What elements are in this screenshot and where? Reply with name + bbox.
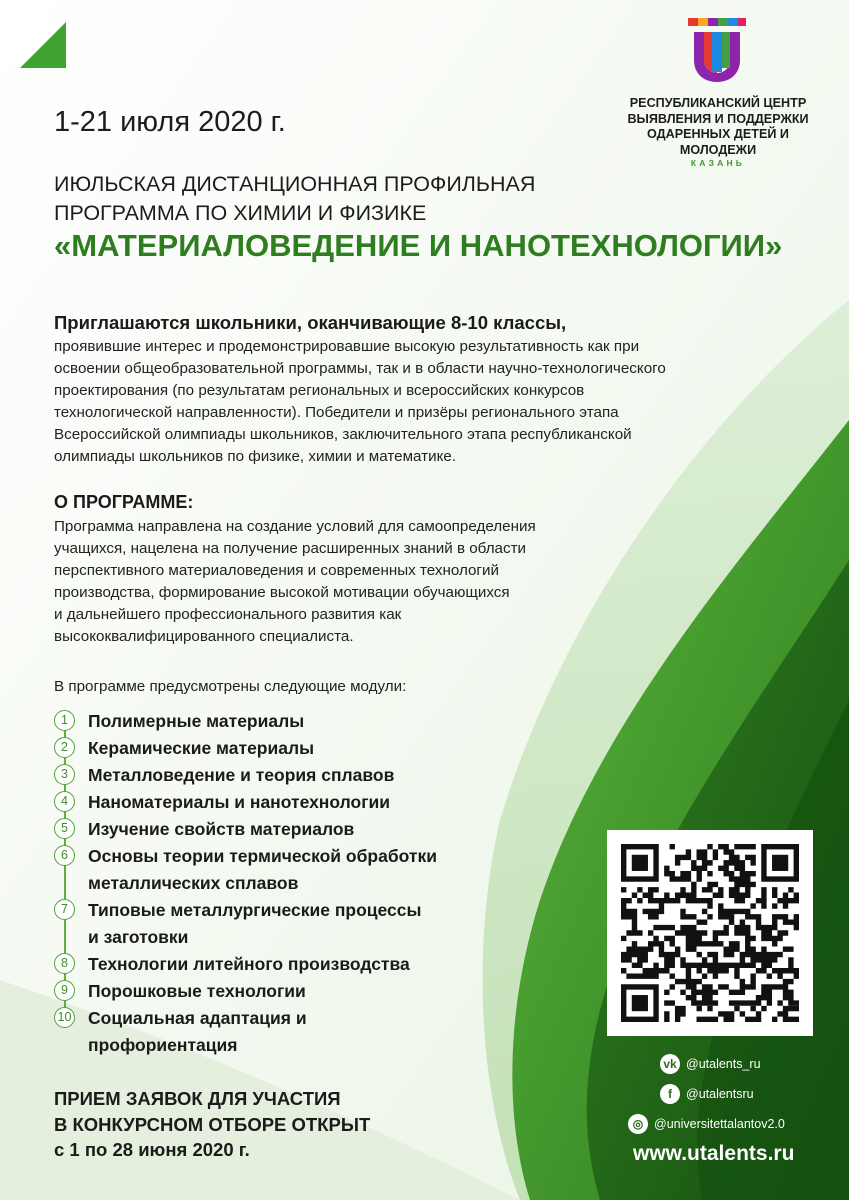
- org-line: РЕСПУБЛИКАНСКИЙ ЦЕНТР: [629, 96, 807, 110]
- module-line: металлических сплавов: [88, 873, 299, 893]
- module-number: 8: [54, 953, 75, 974]
- module-number: 4: [54, 791, 75, 812]
- vk-icon: vk: [660, 1054, 680, 1074]
- about-paragraph: [54, 516, 536, 648]
- paragraph-line: освоении общеобразовательной программы, так и в области научно-технологического: [54, 360, 666, 377]
- event-dates: 1-21 июля 2020 г.: [54, 106, 286, 138]
- organization-name: [606, 96, 830, 169]
- org-city: КАЗАНЬ: [690, 158, 746, 169]
- module-title: [88, 1005, 307, 1059]
- module-title: [88, 843, 437, 897]
- invite-heading: Приглашаются школьники, оканчивающие 8-10 классы,: [54, 312, 567, 333]
- invite-paragraph: [54, 336, 666, 468]
- module-line: Порошковые технологии: [88, 981, 306, 1001]
- qr-code[interactable]: [607, 830, 813, 1036]
- module-line: Типовые металлургические процессы: [88, 900, 422, 920]
- social-handle: @universitettalantov2.0: [654, 1117, 785, 1131]
- org-line: МОЛОДЕЖИ: [679, 142, 757, 157]
- paragraph-line: учащихся, нацелена на получение расширенных знаний в области: [54, 540, 527, 557]
- module-number: 6: [54, 845, 75, 866]
- paragraph-line: производства, формирование высокой мотивации обучающихся: [54, 584, 510, 601]
- module-number: 3: [54, 764, 75, 785]
- module-title: [88, 708, 304, 735]
- application-notice: [54, 1086, 370, 1163]
- module-line: Наноматериалы и нанотехнологии: [88, 792, 391, 812]
- qr-code-icon: [607, 830, 813, 1036]
- social-handle: @utalentsru: [686, 1087, 754, 1101]
- paragraph-line: Программа направлена на создание условий для самоопределения: [54, 518, 536, 535]
- module-title: [88, 978, 306, 1005]
- social-handle: @utalents_ru: [686, 1057, 761, 1071]
- center-logo-icon: [688, 18, 746, 84]
- module-line: Технологии литейного производства: [88, 954, 410, 974]
- instagram-icon: ◎: [628, 1114, 648, 1134]
- module-title: [88, 762, 394, 789]
- org-line: ОДАРЕННЫХ ДЕТЕЙ И: [647, 127, 789, 142]
- module-title: [88, 897, 421, 951]
- module-title: [88, 735, 314, 762]
- module-number: 9: [54, 980, 75, 1001]
- module-line: Полимерные материалы: [88, 711, 305, 731]
- program-subtitle: [54, 170, 535, 228]
- facebook-icon: f: [660, 1084, 680, 1104]
- module-line: Социальная адаптация и: [88, 1008, 307, 1028]
- module-line: Изучение свойств материалов: [88, 819, 355, 839]
- paragraph-line: высококвалифицированного специалиста.: [54, 628, 354, 645]
- subtitle-line: ПРОГРАММА ПО ХИМИИ И ФИЗИКЕ: [54, 201, 427, 225]
- about-heading: О ПРОГРАММЕ:: [54, 492, 194, 512]
- module-line: Металловедение и теория сплавов: [88, 765, 395, 785]
- module-number: 5: [54, 818, 75, 839]
- org-line: ВЫЯВЛЕНИЯ И ПОДДЕРЖКИ: [627, 111, 809, 126]
- paragraph-line: олимпиады школьников по физике, химии и математике.: [54, 448, 457, 465]
- module-title: [88, 816, 354, 843]
- paragraph-line: проектирования (по результатам региональных и всероссийских конкурсов: [54, 382, 585, 399]
- modules-intro: В программе предусмотрены следующие модули:: [54, 678, 407, 695]
- module-line: профориентация: [88, 1035, 238, 1055]
- subtitle-line: ИЮЛЬСКАЯ ДИСТАНЦИОННАЯ ПРОФИЛЬНАЯ: [54, 172, 536, 196]
- module-number: 2: [54, 737, 75, 758]
- paragraph-line: и дальнейшего профессионального развития как: [54, 606, 402, 623]
- apply-line: с 1 по 28 июня 2020 г.: [54, 1139, 250, 1160]
- module-number: 7: [54, 899, 75, 920]
- corner-triangle: [20, 22, 66, 68]
- module-line: Основы теории термической обработки: [88, 846, 438, 866]
- program-title: «МАТЕРИАЛОВЕДЕНИЕ И НАНОТЕХНОЛОГИИ»: [54, 228, 783, 263]
- apply-line: В КОНКУРСНОМ ОТБОРЕ ОТКРЫТ: [54, 1113, 371, 1135]
- paragraph-line: технологической направленности). Победители и призёры регионального этапа: [54, 404, 619, 421]
- module-title: [88, 789, 390, 816]
- module-title: [88, 951, 410, 978]
- module-number: 10: [54, 1007, 75, 1028]
- website-link[interactable]: www.utalents.ru: [633, 1142, 795, 1165]
- paragraph-line: Всероссийской олимпиады школьников, заключительного этапа республиканской: [54, 426, 632, 443]
- module-line: и заготовки: [88, 927, 189, 947]
- paragraph-line: перспективного материаловедения и современных технологий: [54, 562, 499, 579]
- module-number: 1: [54, 710, 75, 731]
- module-line: Керамические материалы: [88, 738, 315, 758]
- paragraph-line: проявившие интерес и продемонстрировавшие высокую результативность как при: [54, 338, 640, 355]
- apply-line: ПРИЕМ ЗАЯВОК ДЛЯ УЧАСТИЯ: [54, 1088, 341, 1109]
